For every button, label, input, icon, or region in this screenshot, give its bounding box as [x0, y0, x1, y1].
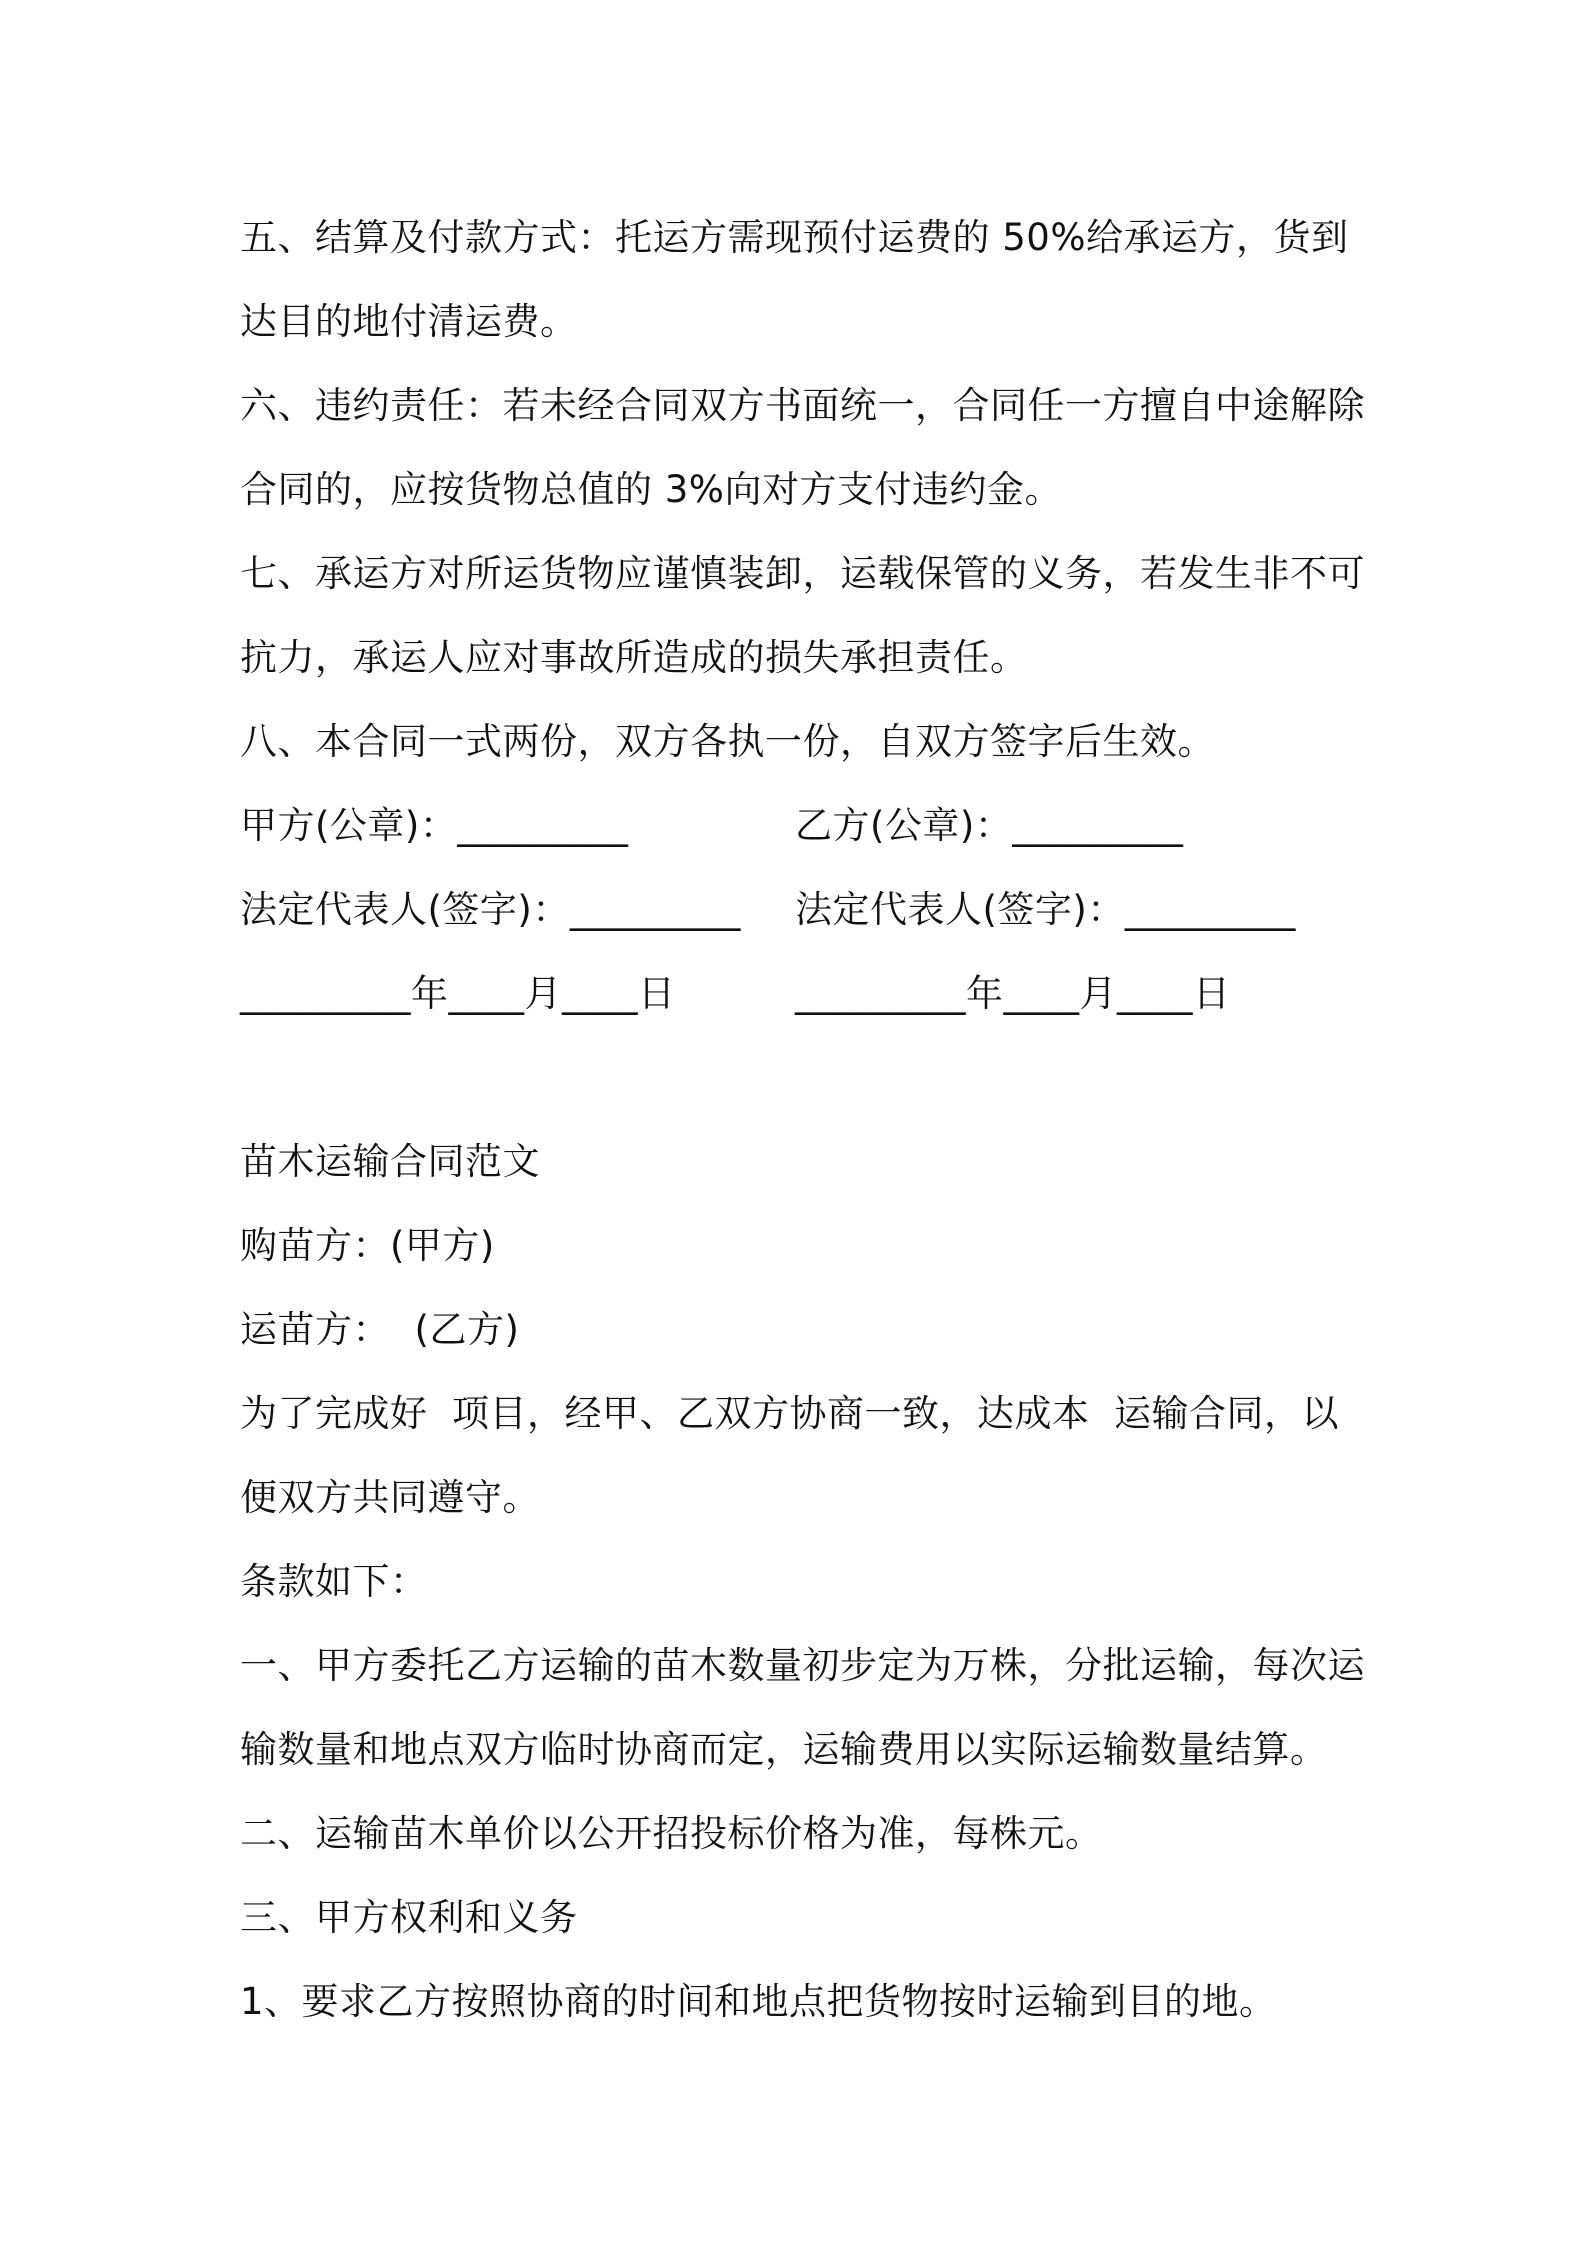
party-a-seal-field: 甲方(公章)：_________ [240, 804, 629, 847]
section-spacer [240, 1036, 1370, 1120]
signature-representative-row [240, 868, 1370, 952]
clause-carrier-duty: 七、承运方对所运货物应谨慎装卸，运载保管的义务，若发生非不可抗力，承运人应对事故所造成的损失承担责任。 [240, 552, 1365, 679]
party-b-date-field: _________年____月____日 [795, 972, 1231, 1015]
clause-party-a-rights-heading: 三、甲方权利和义务 [240, 1896, 578, 1939]
party-a-date-field: _________年____月____日 [240, 972, 676, 1015]
clause-quantity: 一、甲方委托乙方运输的苗木数量初步定为万株，分批运输，每次运输数量和地点双方临时协商而定，运输费用以实际运输数量结算。 [240, 1644, 1365, 1771]
signature-seal-row [240, 784, 1370, 868]
party-a-representative-field: 法定代表人(签字)：_________ [240, 888, 741, 931]
clause-unit-price: 二、运输苗木单价以公开招投标价格为准，每株元。 [240, 1812, 1103, 1855]
terms-heading: 条款如下： [240, 1560, 428, 1603]
document-body [240, 196, 1370, 2044]
party-b-representative-field: 法定代表人(签字)：_________ [795, 888, 1296, 931]
section-title: 苗木运输合同范文 [240, 1140, 540, 1183]
party-b-seal-field: 乙方(公章)：_________ [795, 804, 1184, 847]
buyer-line: 购苗方：(甲方) [240, 1224, 495, 1267]
preamble-paragraph: 为了完成好 项目，经甲、乙双方协商一致，达成本 运输合同，以便双方共同遵守。 [240, 1392, 1340, 1519]
clause-effectiveness: 八、本合同一式两份，双方各执一份，自双方签字后生效。 [240, 720, 1215, 763]
carrier-line: 运苗方： (乙方) [240, 1308, 520, 1351]
clause-breach-liability: 六、违约责任：若未经合同双方书面统一，合同任一方擅自中途解除合同的，应按货物总值的 3%向对方支付违约金。 [240, 384, 1365, 511]
clause-settlement: 五、结算及付款方式：托运方需现预付运费的 50%给承运方，货到达目的地付清运费。 [240, 216, 1349, 343]
signature-date-row [240, 952, 1370, 1036]
clause-party-a-right-1: 1、要求乙方按照协商的时间和地点把货物按时运输到目的地。 [240, 1980, 1277, 2023]
